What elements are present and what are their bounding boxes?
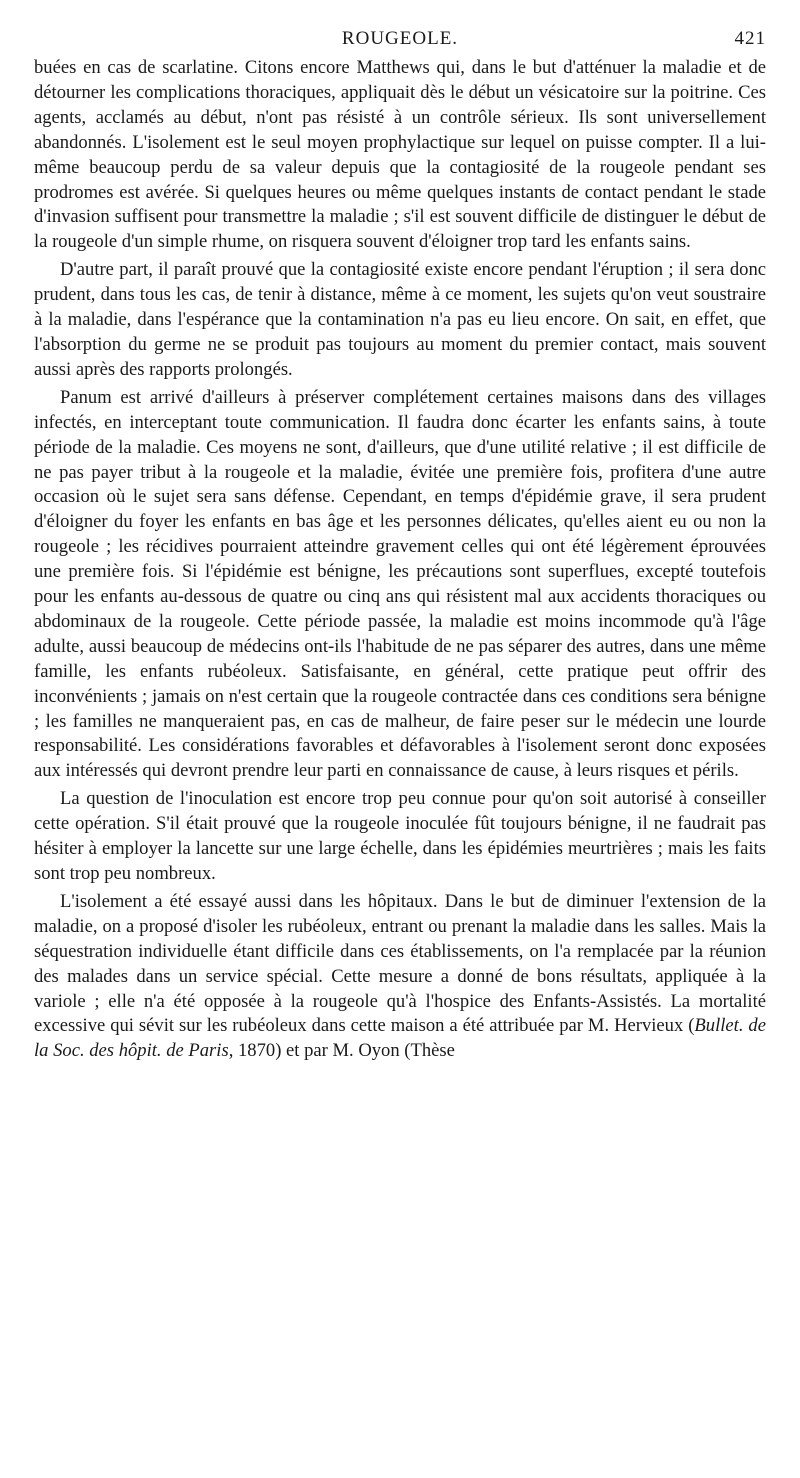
paragraph-3: Panum est arrivé d'ailleurs à préserver complétement certaines maisons dans des villages infectés, en interceptant toute communication. Il faudra donc écarter les enfants sains, à toute période de la maladie. Ces moyens ne sont, d'ailleurs, que d'une utilité relative ; il est difficile de ne pas payer tribut à la rougeole et la maladie, évitée une première fois, profitera d'une autre occasion où le sujet sera sans défense. Cependant, en temps d'épidémie grave, il sera prudent d'éloigner du foyer les enfants en bas âge et les personnes délicates, qu'elles aient eu ou non la rougeole ; les récidives pourraient atteindre gravement celles qui ont été légèrement éprouvées une première fois. Si l'épidémie est bénigne, les précautions sont superflues, excepté toutefois pour les enfants au-dessous de quatre ou cinq ans qui résistent mal aux accidents thoraciques ou abdominaux de la rougeole. Cette période passée, la maladie est moins incommode qu'à l'âge adulte, aussi beaucoup de médecins ont-ils l'habitude de ne pas séparer des autres, dans une même famille, les enfants rubéoleux. Satisfaisante, en général, cette pratique peut offrir des inconvénients ; jamais on n'est certain que la rougeole contractée dans ces conditions sera bénigne ; les familles ne manqueraient pas, en cas de malheur, de faire peser sur le médecin une lourde responsabilité. Les considérations favorables et défavorables à l'isolement seront donc exposées aux intéressés qui devront prendre leur parti en connaissance de cause, à leurs risques et périls.: [34, 386, 766, 782]
paragraph-2: D'autre part, il paraît prouvé que la contagiosité existe encore pendant l'éruption ; il sera donc prudent, dans tous les cas, de tenir à distance, même à ce moment, les sujets qu'on veut soustraire à la maladie, dans l'espérance que la contamination n'a pas eu lieu encore. On sait, en effet, que l'absorption du germe ne se produit pas toujours au moment du premier contact, mais souvent aussi après des rapports prolongés.: [34, 259, 766, 380]
paragraph-5-text-before: L'isolement a été essayé aussi dans les hôpitaux. Dans le but de diminuer l'extension de la maladie, on a proposé d'isoler les rubéoleux, entrant ou prenant la maladie dans les salles. Mais la séquestration individuelle étant difficile dans ces établissements, on l'a remplacée par la réunion des malades dans un service spécial. Cette mesure a donné de bons résultats, appliquée à la variole ; elle n'a été opposée à la rougeole qu'à l'hospice des Enfants-Assistés. La mortalité excessive qui sévit sur les rubéoleux dans cette maison a été attribuée par M. Hervieux (: [34, 890, 766, 1037]
journal-citation: Bullet. de la Soc. des hôpit. de Paris: [34, 1015, 766, 1062]
paragraph-5: [34, 890, 766, 1064]
paragraph-4: La question de l'inoculation est encore trop peu connue pour qu'on soit autorisé à conseiller cette opération. S'il était prouvé que la rougeole inoculée fût toujours bénigne, il ne faudrait pas hésiter à employer la lancette sur une large échelle, dans les épidémies meurtrières ; mais les faits sont trop peu nombreux.: [34, 788, 766, 884]
page-number: 421: [734, 28, 766, 49]
paragraph-5-text-after: , 1870) et par M. Oyon (Thèse: [228, 1040, 455, 1062]
paragraph-1: buées en cas de scarlatine. Citons encore Matthews qui, dans le but d'atténuer la maladie et de détourner les complications thoraciques, appliquait dès le début un vésicatoire sur la poitrine. Ces agents, acclamés au début, n'ont pas résisté à un contrôle sérieux. Ils sont universellement abandonnés. L'isolement est le seul moyen prophylactique sur lequel on puisse compter. Il a lui-même beaucoup perdu de sa valeur depuis que la contagiosité de la rougeole pendant ses prodromes est avérée. Si quelques heures ou même quelques instants de contact pendant le stade d'invasion suffisent pour transmettre la maladie ; s'il est souvent difficile de distinguer le début de la rougeole d'un simple rhume, on risquera souvent d'éloigner trop tard les enfants sains.: [34, 57, 766, 253]
running-head: [34, 22, 766, 56]
running-title: ROUGEOLE.: [341, 28, 459, 49]
body-text: [34, 56, 766, 1064]
